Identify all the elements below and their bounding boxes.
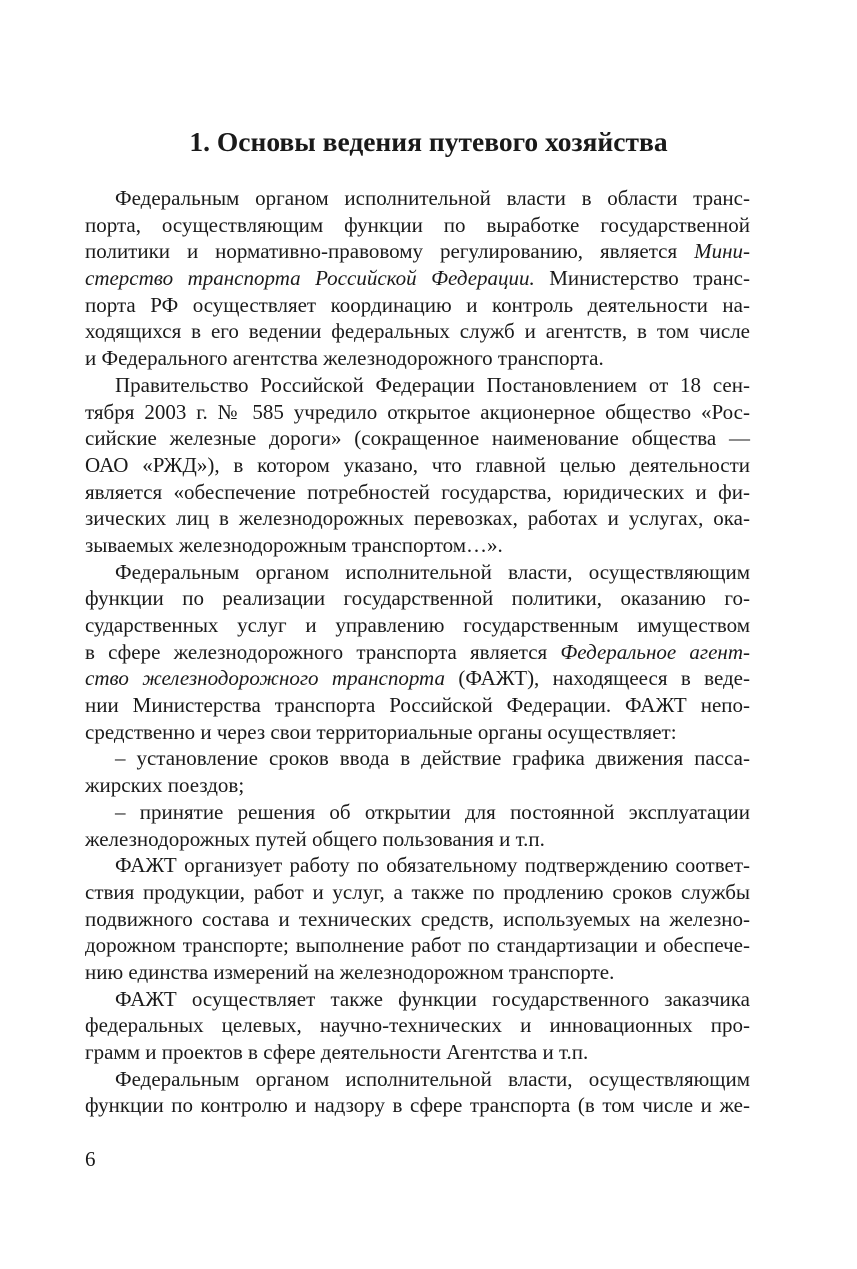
text-line [85,318,750,345]
text-line [85,479,750,506]
paragraph [85,185,750,372]
body-text [85,185,750,1119]
text-segment: Министерство транс- [534,266,750,291]
text-segment: грамм и проектов в сфере деятельности Агентства и т.п. [85,1040,589,1064]
text-segment: является «обеспечение потребностей государства, юридических и фи- [85,479,750,504]
text-line [85,559,750,586]
text-segment: политики и нормативно-правовому регулированию, является [85,239,695,264]
text-segment: функции по реализации государственной политики, оказанию го- [85,586,750,611]
text-line [85,639,750,666]
text-line [85,745,750,772]
text-line [85,292,750,319]
text-line [85,185,750,212]
paragraph [85,372,750,559]
text-line [85,826,750,853]
paragraph [85,745,750,798]
text-line [85,852,750,879]
text-line [85,372,750,399]
text-segment: тября 2003 г. № 585 учредило открытое акционерное общество «Рос- [85,399,750,424]
page-number: 6 [85,1147,96,1171]
text-line [85,799,750,826]
italic-text: стерство транспорта Российской Федерации. [85,266,535,291]
text-segment: ствия продукции, работ и услуг, а также по продлению сроков службы [85,879,750,904]
paragraph [85,986,750,1066]
text-line [85,1066,750,1093]
text-line [85,959,750,986]
text-segment: федеральных целевых, научно-технических и инновационных про- [85,1013,750,1038]
text-line [85,772,750,799]
text-segment: подвижного состава и технических средств, используемых на железно- [85,906,750,931]
text-segment: в сфере железнодорожного транспорта является [85,639,561,664]
text-segment: порта, осуществляющим функции по выработке государственной [85,212,750,237]
text-line [85,986,750,1013]
text-segment: средственно и через свои территориальные органы осуществляет: [85,719,677,744]
text-line [85,1039,750,1066]
text-line [85,585,750,612]
text-segment: ходящихся в его ведении федеральных служб и агентств, в том числе [85,319,750,344]
text-segment: нию единства измерений на железнодорожном транспорте. [85,959,615,984]
italic-text: ство железнодорожного транспорта [85,666,445,691]
text-line [85,1092,750,1119]
text-segment: порта РФ осуществляет координацию и контроль деятельности на- [85,292,750,317]
text-segment: – принятие решения об открытии для постоянной эксплуатации [115,799,750,824]
paragraph [85,559,750,746]
text-segment: функции по контролю и надзору в сфере транспорта (в том числе и же- [85,1093,750,1118]
italic-text: Федеральное агент- [560,639,750,664]
text-segment: сийские железные дороги» (сокращенное наименование общества — [85,426,750,451]
text-line [85,692,750,719]
text-segment: зических лиц в железнодорожных перевозках, работах и услугах, ока- [85,506,750,531]
text-segment: Федеральным органом исполнительной власти, осуществляющим [115,559,750,584]
text-line [85,665,750,692]
text-segment: – установление сроков ввода в действие графика движения пасса- [115,746,750,771]
text-line [85,1012,750,1039]
text-line [85,505,750,532]
text-segment: и Федерального агентства железнодорожного транспорта. [85,346,604,371]
paragraph [85,852,750,985]
text-line [85,238,750,265]
text-line [85,265,750,292]
text-line [85,345,750,372]
text-segment: зываемых железнодорожным транспортом…». [85,532,503,557]
paragraph [85,1066,750,1119]
text-line [85,879,750,906]
text-segment: Федеральным органом исполнительной власти, осуществляющим [115,1066,750,1091]
text-segment: Правительство Российской Федерации Постановлением от 18 сен- [115,372,750,397]
text-segment: дорожном транспорте; выполнение работ по стандартизации и обеспече- [85,933,750,958]
text-line [85,719,750,746]
text-line [85,612,750,639]
text-segment: ФАЖТ организует работу по обязательному подтверждению соответ- [115,853,750,878]
text-segment: железнодорожных путей общего пользования и т.п. [85,826,545,851]
text-segment: Федеральным органом исполнительной власти в области транс- [115,186,750,210]
text-line [85,452,750,479]
text-segment: ФАЖТ осуществляет также функции государственного заказчика [115,986,750,1011]
text-line [85,425,750,452]
text-line [85,906,750,933]
text-line [85,399,750,426]
text-line [85,212,750,239]
text-line [85,532,750,559]
italic-text: Мини- [694,239,750,264]
text-segment: ОАО «РЖД»), в котором указано, что главной целью деятельности [85,452,750,477]
text-segment: (ФАЖТ), находящееся в веде- [444,666,750,691]
text-segment: жирских поездов; [85,773,245,798]
text-segment: нии Министерства транспорта Российской Федерации. ФАЖТ непо- [85,693,750,718]
text-segment: сударственных услуг и управлению государственным имуществом [85,613,750,637]
paragraph [85,799,750,852]
text-line [85,932,750,959]
section-title: 1. Основы ведения путевого хозяйства [189,126,668,157]
